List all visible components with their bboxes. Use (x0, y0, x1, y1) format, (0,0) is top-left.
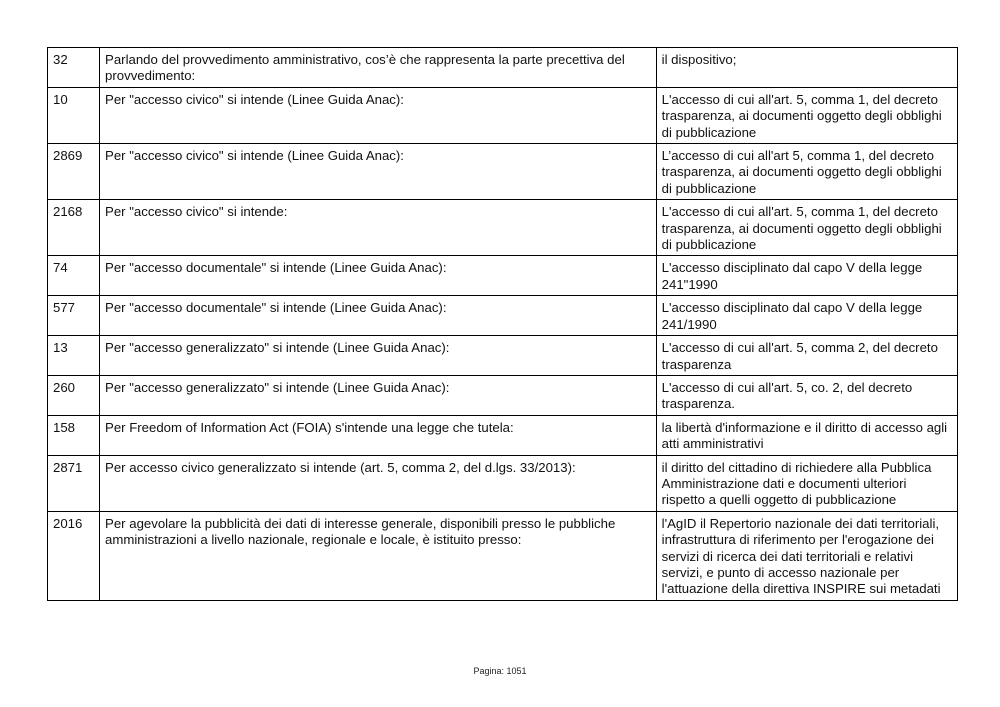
question-text: Per agevolare la pubblicità dei dati di interesse generale, disponibili presso le pubbliche amministrazioni a livello nazionale, regionale e locale, è istituito presso: (100, 511, 657, 600)
questions-table (47, 47, 958, 601)
table-row (48, 415, 958, 455)
question-text: Per accesso civico generalizzato si intende (art. 5, comma 2, del d.lgs. 33/2013): (100, 455, 657, 511)
question-text: Per "accesso civico" si intende (Linee Guida Anac): (100, 87, 657, 143)
question-id: 2168 (48, 200, 100, 256)
table-row (48, 511, 958, 600)
answer-text: la libertà d'informazione e il diritto di accesso agli atti amministrativi (656, 415, 957, 455)
question-id: 2869 (48, 144, 100, 200)
answer-text: il diritto del cittadino di richiedere alla Pubblica Amministrazione dati e documenti ulteriori rispetto a quelli oggetto di pubblicazione (656, 455, 957, 511)
table-row (48, 296, 958, 336)
page-number: Pagina: 1051 (473, 666, 527, 676)
answer-text: L’accesso di cui all'art 5, comma 1, del decreto trasparenza, ai documenti oggetto degli obblighi di pubblicazione (656, 144, 957, 200)
table-row (48, 375, 958, 415)
table-row (48, 256, 958, 296)
question-id: 32 (48, 48, 100, 88)
answer-text: il dispositivo; (656, 48, 957, 88)
question-id: 158 (48, 415, 100, 455)
question-text: Parlando del provvedimento amministrativo, cos’è che rappresenta la parte precettiva del provvedimento: (100, 48, 657, 88)
question-id: 2871 (48, 455, 100, 511)
question-text: Per "accesso civico" si intende: (100, 200, 657, 256)
answer-text: L'accesso di cui all'art. 5, comma 1, del decreto trasparenza, ai documenti oggetto degli obblighi di pubblicazione (656, 200, 957, 256)
answer-text: l'AgID il Repertorio nazionale dei dati territoriali, infrastruttura di riferimento per l'erogazione dei servizi di ricerca dei dati territoriali e relativi servizi, e punto di accesso nazionale per l'attuazione della direttiva INSPIRE sui metadati (656, 511, 957, 600)
answer-text: L'accesso disciplinato dal capo V della legge 241/1990 (656, 296, 957, 336)
table-row (48, 455, 958, 511)
question-text: Per "accesso documentale" si intende (Linee Guida Anac): (100, 296, 657, 336)
question-id: 260 (48, 375, 100, 415)
question-id: 577 (48, 296, 100, 336)
answer-text: L'accesso di cui all'art. 5, comma 1, del decreto trasparenza, ai documenti oggetto degli obblighi di pubblicazione (656, 87, 957, 143)
question-text: Per Freedom of Information Act (FOIA) s'intende una legge che tutela: (100, 415, 657, 455)
table-row (48, 87, 958, 143)
answer-text: L'accesso di cui all'art. 5, comma 2, del decreto trasparenza (656, 336, 957, 376)
question-id: 13 (48, 336, 100, 376)
question-text: Per "accesso documentale" si intende (Linee Guida Anac): (100, 256, 657, 296)
question-text: Per "accesso generalizzato" si intende (Linee Guida Anac): (100, 336, 657, 376)
answer-text: L'accesso disciplinato dal capo V della legge 241"1990 (656, 256, 957, 296)
table-row (48, 336, 958, 376)
question-text: Per "accesso civico" si intende (Linee Guida Anac): (100, 144, 657, 200)
table-row (48, 144, 958, 200)
question-id: 74 (48, 256, 100, 296)
table-row (48, 48, 958, 88)
question-text: Per "accesso generalizzato" si intende (Linee Guida Anac): (100, 375, 657, 415)
question-id: 2016 (48, 511, 100, 600)
question-id: 10 (48, 87, 100, 143)
answer-text: L'accesso di cui all'art. 5, co. 2, del decreto trasparenza. (656, 375, 957, 415)
questions-table-body (48, 48, 958, 601)
table-row (48, 200, 958, 256)
